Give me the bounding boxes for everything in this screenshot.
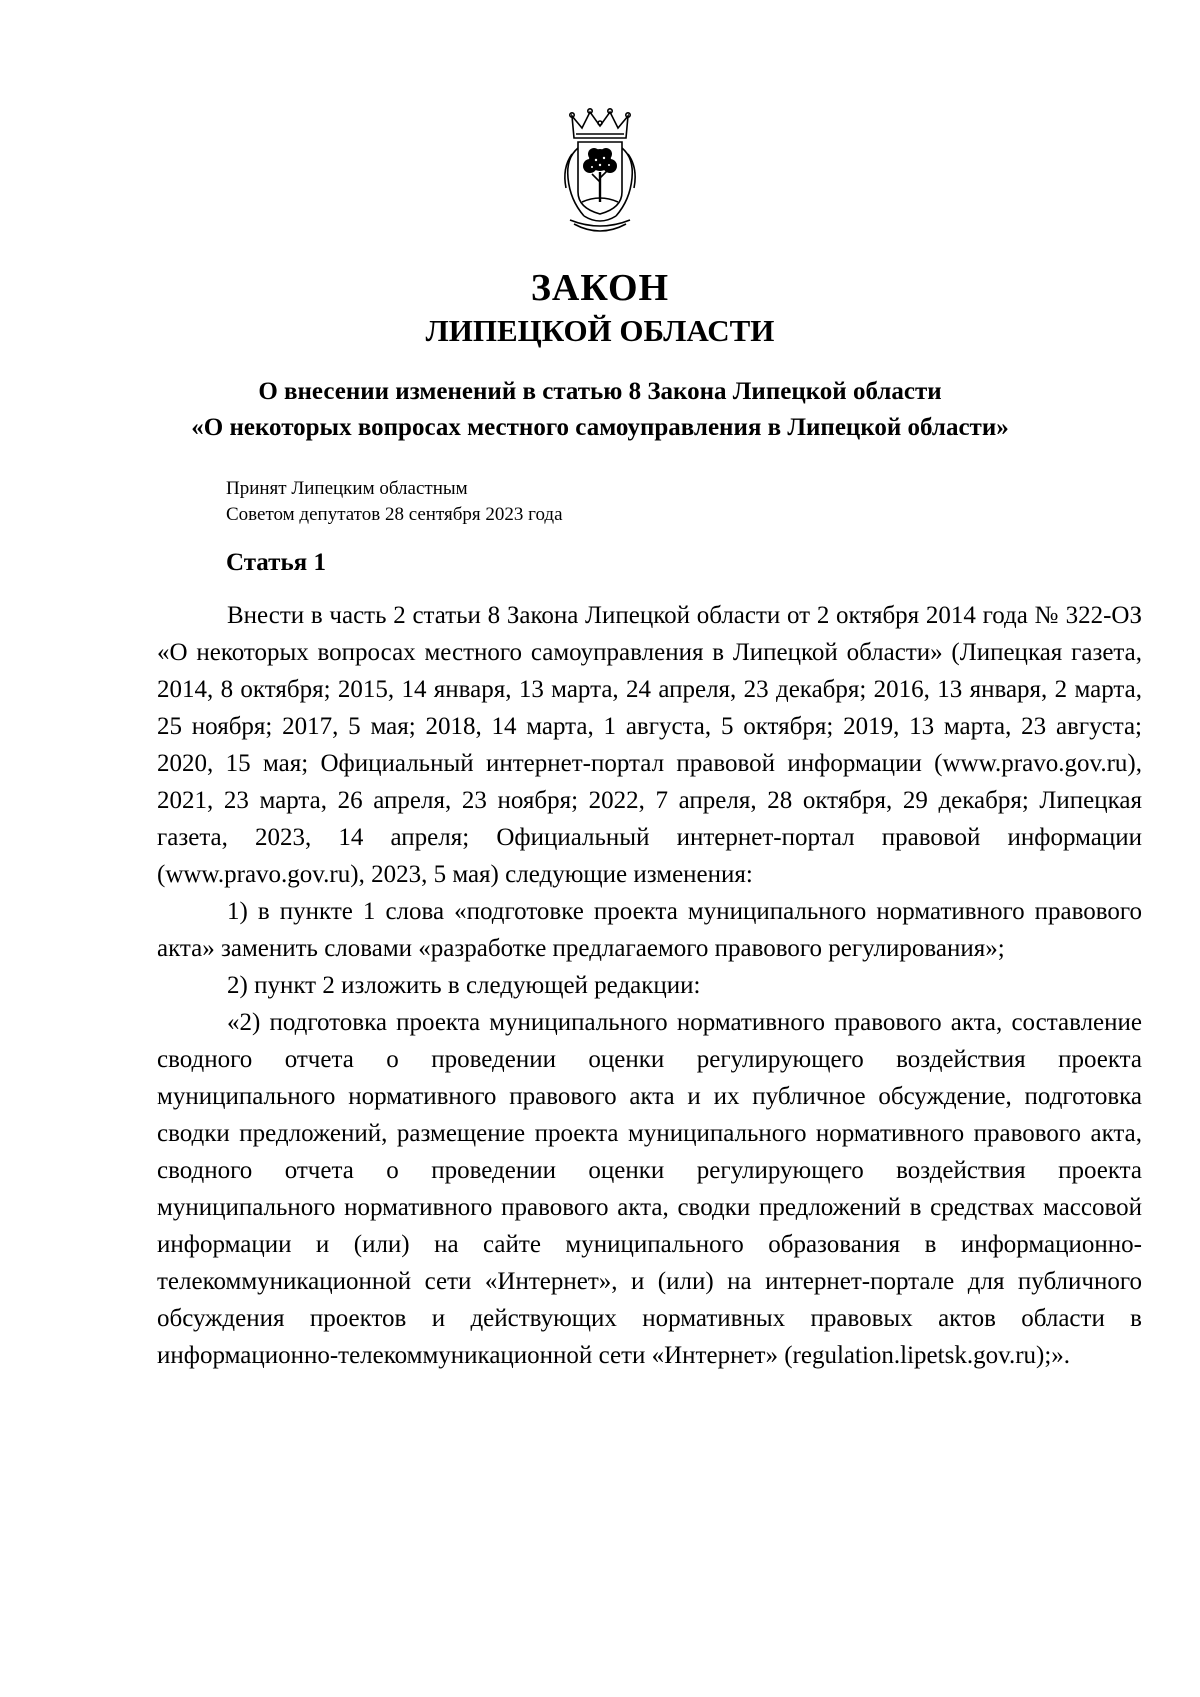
document-subtitle: ЛИПЕЦКОЙ ОБЛАСТИ	[425, 313, 775, 348]
adoption-note-line-1: Принят Липецким областным	[226, 478, 468, 499]
article-body	[157, 597, 1142, 1374]
article-paragraph: Внести в часть 2 статьи 8 Закона Липецкой области от 2 октября 2014 года № 322-ОЗ «О некоторых вопросах местного самоуправления в Липецкой области» (Липецкая газета, 2014, 8 октября; 2015, 14 января, 13 марта, 24 апреля, 23 декабря; 2016, 13 января, 2 марта, 25 ноября; 2017, 5 мая; 2018, 14 марта, 1 августа, 5 октября; 2019, 13 марта, 23 августа; 2020, 15 мая; Официальный интернет-портал правовой информации (www.pravo.gov.ru), 2021, 23 марта, 26 апреля, 23 ноября; 2022, 7 апреля, 28 октября, 29 декабря; Липецкая газета, 2023, 14 апреля; Официальный интернет-портал правовой информации (www.pravo.gov.ru), 2023, 5 мая) следующие изменения:	[157, 602, 1142, 888]
law-heading-line-1: О внесении изменений в статью 8 Закона Липецкой области	[258, 378, 942, 405]
law-heading-line-2: «О некоторых вопросах местного самоуправления в Липецкой области»	[191, 414, 1009, 441]
coat-of-arms-icon	[552, 108, 648, 240]
law-heading	[0, 374, 1200, 446]
article-paragraph: 2) пункт 2 изложить в следующей редакции:	[227, 972, 701, 999]
article-paragraph: 1) в пункте 1 слова «подготовке проекта муниципального нормативного правового акта» заменить словами «разработке предлагаемого правового регулирования»;	[157, 898, 1142, 962]
document-title: ЗАКОН	[530, 267, 670, 309]
adoption-note-line-2: Советом депутатов 28 сентября 2023 года	[226, 504, 563, 525]
article-paragraph: «2) подготовка проекта муниципального нормативного правового акта, составление сводного отчета о проведении оценки регулирующего воздействия проекта муниципального нормативного правового акта и их публичное обсуждение, подготовка сводки предложений, размещение проекта муниципального нормативного правового акта, сводного отчета о проведении оценки регулирующего воздействия проекта муниципального нормативного правового акта, сводки предложений в средствах массовой информации и (или) на сайте муниципального образования в информационно-телекоммуникационной сети «Интернет», и (или) на интернет-портале для публичного обсуждения проектов и действующих нормативных правовых актов области в информационно-телекоммуникационной сети «Интернет» (regulation.lipetsk.gov.ru);».	[157, 1009, 1142, 1369]
adoption-note	[226, 476, 563, 528]
article-title: Статья 1	[226, 549, 326, 576]
